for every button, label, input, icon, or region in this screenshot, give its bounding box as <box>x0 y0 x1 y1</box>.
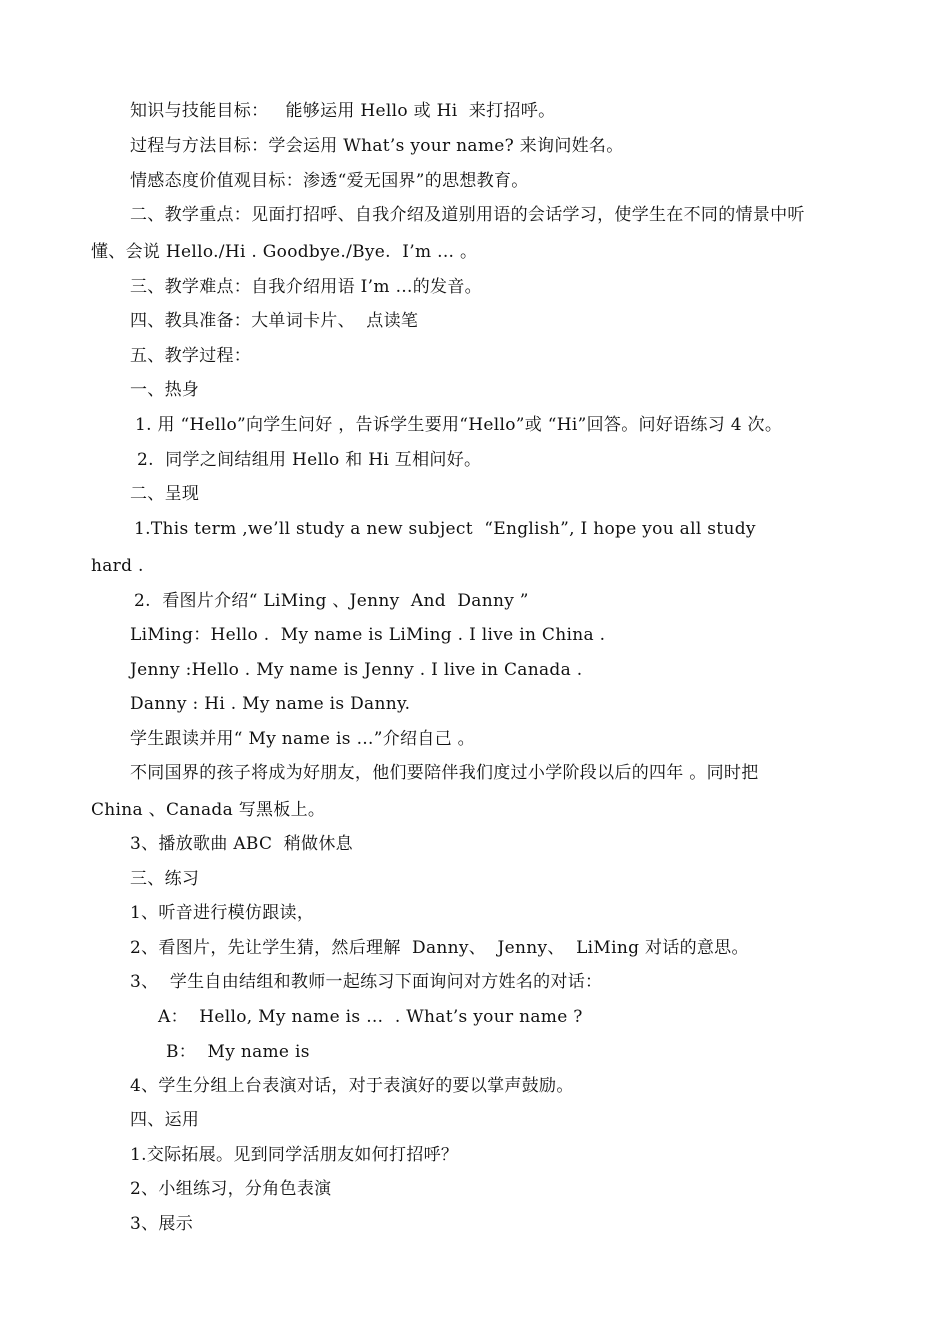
objective-emotion-values: 情感态度价值观目标：渗透“爱无国界”的思想教育。 <box>130 171 529 191</box>
application-step-3: 3、展示 <box>130 1214 194 1234</box>
section-presentation-heading: 二、呈现 <box>130 484 200 504</box>
dialogue-danny: Danny : Hi . My name is Danny. <box>130 694 411 714</box>
student-read-along: 学生跟读并用“ My name is …”介绍自己 。 <box>130 729 475 749</box>
presentation-step-1: 1.This term ,we’ll study a new subject “English”, I hope you all study <box>134 519 756 539</box>
presentation-step-1-continuation: hard . <box>91 556 144 576</box>
objective-process-methods: 过程与方法目标：学会运用 What’s your name? 来询问姓名。 <box>130 136 624 156</box>
dialogue-jenny: Jenny :Hello . My name is Jenny . I live in Canada . <box>130 660 583 680</box>
presentation-step-3: 3、播放歌曲 ABC 稍做休息 <box>130 834 353 854</box>
teaching-focus-heading: 二、教学重点：见面打招呼、自我介绍及道别用语的会话学习，使学生在不同的情景中听 <box>130 205 805 225</box>
teaching-difficulty: 三、教学难点：自我介绍用语 I’m …的发音。 <box>130 277 482 297</box>
practice-dialogue-b: B： My name is <box>166 1042 310 1062</box>
practice-step-2: 2、看图片，先让学生猜，然后理解 Danny、 Jenny、 LiMing 对话的意思。 <box>130 938 749 958</box>
presentation-step-2: 2. 看图片介绍“ LiMing 、Jenny And Danny ” <box>134 591 529 611</box>
practice-dialogue-a: A： Hello, My name is … . What’s your name ? <box>158 1007 583 1027</box>
friendship-note: 不同国界的孩子将成为好朋友，他们要陪伴我们度过小学阶段以后的四年 。同时把 <box>130 763 759 783</box>
teaching-process-heading: 五、教学过程： <box>130 346 252 366</box>
practice-step-3: 3、 学生自由结组和教师一起练习下面询问对方姓名的对话： <box>130 972 603 992</box>
section-practice-heading: 三、练习 <box>130 869 200 889</box>
practice-step-4: 4、学生分组上台表演对话，对于表演好的要以掌声鼓励。 <box>130 1076 574 1096</box>
warmup-step-2: 2. 同学之间结组用 Hello 和 Hi 互相问好。 <box>137 450 482 470</box>
practice-step-1: 1、听音进行模仿跟读， <box>130 903 315 923</box>
section-application-heading: 四、运用 <box>130 1110 200 1130</box>
teaching-materials: 四、教具准备：大单词卡片、 点读笔 <box>130 311 419 331</box>
objective-knowledge-skills: 知识与技能目标： 能够运用 Hello 或 Hi 来打招呼。 <box>130 101 556 121</box>
warmup-step-1: 1. 用 “Hello”向学生问好 ，告诉学生要用“Hello”或 “Hi”回答。问好语练习 4 次。 <box>135 415 783 435</box>
application-step-1: 1.交际拓展。见到同学活朋友如何打招呼？ <box>130 1145 459 1165</box>
dialogue-liming: LiMing：Hello . My name is LiMing . I live in China . <box>130 625 606 645</box>
section-warmup-heading: 一、热身 <box>130 380 200 400</box>
application-step-2: 2、小组练习，分角色表演 <box>130 1179 332 1199</box>
friendship-note-continuation: China 、Canada 写黑板上。 <box>91 800 326 820</box>
teaching-focus-continuation: 懂、会说 Hello./Hi . Goodbye./Bye. I’m ... 。 <box>91 242 478 262</box>
